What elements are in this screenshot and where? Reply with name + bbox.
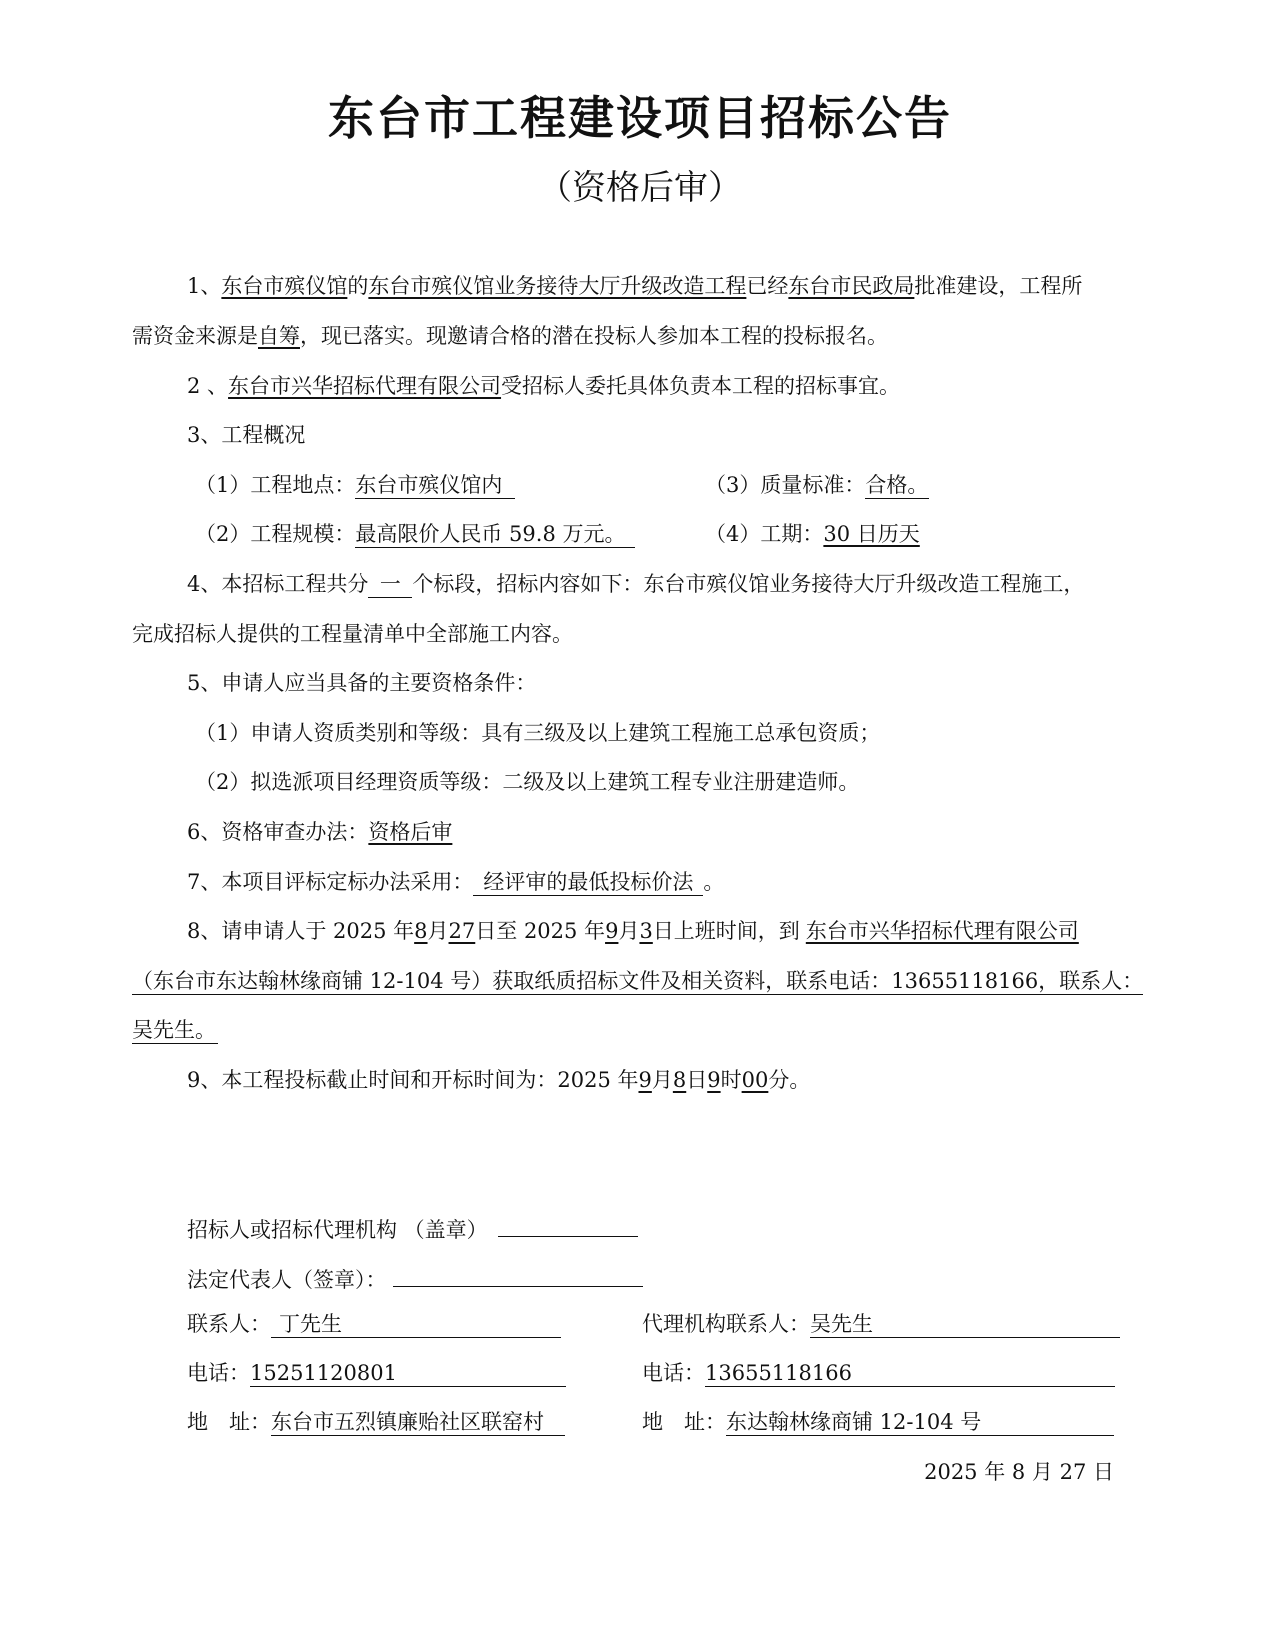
section-8-b: 月: [427, 919, 449, 943]
section-4-line-1: [187, 570, 1084, 598]
agency-name: 东台市兴华招标代理有限公司: [228, 374, 502, 398]
pickup-contact-name: 吴先生。: [132, 1018, 216, 1042]
seal-label: 招标人或招标代理机构 （盖章）: [187, 1218, 488, 1242]
section-4-b: 个标段，招标内容如下：东台市殡仪馆业务接待大厅升级改造工程施工，: [412, 572, 1085, 596]
tenderer-phone: [187, 1359, 566, 1387]
evaluation-method-label: 7、本项目评标定标办法采用：: [187, 870, 474, 894]
pickup-place: 东台市兴华招标代理有限公司: [805, 919, 1079, 943]
section-5-heading: 5、申请人应当具备的主要资格条件：: [187, 671, 537, 695]
tenderer-address: [187, 1408, 565, 1436]
deadline-month: 9: [638, 1068, 652, 1092]
section-1-line-2: [132, 322, 888, 350]
agency-contact: [642, 1310, 1120, 1338]
review-method-value: 资格后审: [368, 820, 453, 844]
location-value: 东台市殡仪馆内: [355, 472, 515, 499]
legal-rep-label: 法定代表人（签章）：: [187, 1268, 387, 1292]
text-de: 的: [347, 274, 369, 298]
pickup-address-contact: （东台市东达翰林缘商铺 12-104 号）获取纸质招标文件及相关资料，联系电话：13655118166，联系人：: [132, 969, 1144, 993]
section-8-line-1: [187, 917, 1079, 945]
address-label: 地 址：: [187, 1410, 271, 1434]
contact-label: 联系人：: [187, 1312, 271, 1336]
section-1-rest: 批准建设，工程所: [914, 274, 1083, 298]
section-2: [187, 372, 900, 400]
agency-phone-value: 13655118166: [705, 1360, 1115, 1387]
evaluation-method-value: 经评审的最低投标价法: [473, 869, 703, 896]
lot-count: 一: [368, 571, 412, 598]
section-2-rest: 受招标人委托具体负责本工程的招标事宜。: [501, 374, 901, 398]
agency-contact-value: 吴先生: [810, 1311, 1120, 1338]
agency-contact-label: 代理机构联系人：: [642, 1312, 810, 1336]
announcement-date: 2025 年 8 月 27 日: [924, 1460, 1114, 1484]
section-9-d: 时: [720, 1068, 742, 1092]
scale-value: 最高限价人民币 59.8 万元。: [355, 521, 635, 548]
section-7: [187, 868, 724, 896]
section-9-c: 日: [686, 1068, 708, 1092]
section-8-d: 月: [618, 919, 640, 943]
start-month: 8: [414, 919, 428, 943]
seal-line: [187, 1214, 638, 1244]
fund-label: 需资金来源是: [132, 324, 258, 348]
qualification-item-2: （2）拟选派项目经理资质等级：二级及以上建筑工程专业注册建造师。: [195, 770, 860, 794]
construction-period: [705, 520, 920, 548]
seal-blank: [498, 1214, 638, 1237]
start-day: 27: [448, 919, 476, 943]
quality-standard: [705, 471, 929, 499]
agency-phone: [642, 1359, 1115, 1387]
project-scale: [195, 520, 635, 548]
period-label: （4）工期：: [705, 522, 824, 546]
section-8-e: 日上班时间，到: [652, 919, 800, 943]
section-7-end: 。: [703, 870, 725, 894]
section-1-line-2-rest: ，现已落实。现邀请合格的潜在投标人参加本工程的投标报名。: [300, 324, 888, 348]
fund-source: 自筹: [258, 324, 300, 348]
location-label: （1）工程地点：: [195, 473, 356, 497]
tenderer-contact: [187, 1310, 561, 1338]
end-day: 3: [639, 919, 653, 943]
quality-value: 合格。: [865, 473, 929, 497]
qualification-item-1: （1）申请人资质类别和等级：具有三级及以上建筑工程施工总承包资质；: [195, 721, 881, 745]
agency-address: [642, 1408, 1114, 1436]
legal-rep-blank: [393, 1264, 643, 1287]
document-title: 东台市工程建设项目招标公告: [328, 91, 952, 145]
agency-phone-label: 电话：: [642, 1361, 705, 1385]
address-value: 东台市五烈镇廉贻社区联窑村: [271, 1409, 565, 1436]
end-month: 9: [605, 919, 619, 943]
deadline-day: 8: [672, 1068, 687, 1092]
section-9-a: 9、本工程投标截止时间和开标时间为：2025 年: [187, 1068, 639, 1092]
section-9: [187, 1066, 810, 1094]
review-method-label: 6、资格审查办法：: [187, 820, 369, 844]
agency-address-label: 地 址：: [642, 1410, 726, 1434]
section-8-c: 日至 2025 年: [475, 919, 606, 943]
section-6: [187, 818, 452, 846]
section-8-line-3: [132, 1016, 218, 1044]
project-location: [195, 471, 515, 499]
section-2-number: 2 、: [187, 374, 229, 398]
project-name: 东台市殡仪馆业务接待大厅升级改造工程: [368, 274, 747, 298]
section-1-line-1: [187, 272, 1082, 300]
quality-label: （3）质量标准：: [705, 473, 866, 497]
section-8-line-2: [132, 967, 1143, 995]
section-4-a: 4、本招标工程共分: [187, 572, 369, 596]
section-9-b: 月: [651, 1068, 673, 1092]
section-3-heading: 3、工程概况: [187, 423, 306, 447]
agency-address-value: 东达翰林缘商铺 12-104 号: [726, 1409, 1114, 1436]
document-subtitle: （资格后审）: [538, 168, 742, 208]
section-8-a: 8、请申请人于 2025 年: [187, 919, 415, 943]
tenderer-name: 东台市殡仪馆: [221, 274, 348, 298]
period-value: 30 日历天: [823, 522, 920, 546]
section-1-number: 1、: [187, 274, 222, 298]
deadline-minute: 00: [741, 1068, 769, 1092]
phone-label: 电话：: [187, 1361, 250, 1385]
deadline-hour: 9: [707, 1068, 721, 1092]
legal-rep-line: [187, 1264, 643, 1294]
section-4-line-2: 完成招标人提供的工程量清单中全部施工内容。: [132, 622, 573, 646]
scale-label: （2）工程规模：: [195, 522, 356, 546]
phone-value: 15251120801: [250, 1360, 566, 1387]
contact-value: 丁先生: [271, 1311, 561, 1338]
text-yijing: 已经: [746, 274, 789, 298]
approver-name: 东台市民政局: [788, 274, 915, 298]
section-9-e: 分。: [768, 1068, 811, 1092]
